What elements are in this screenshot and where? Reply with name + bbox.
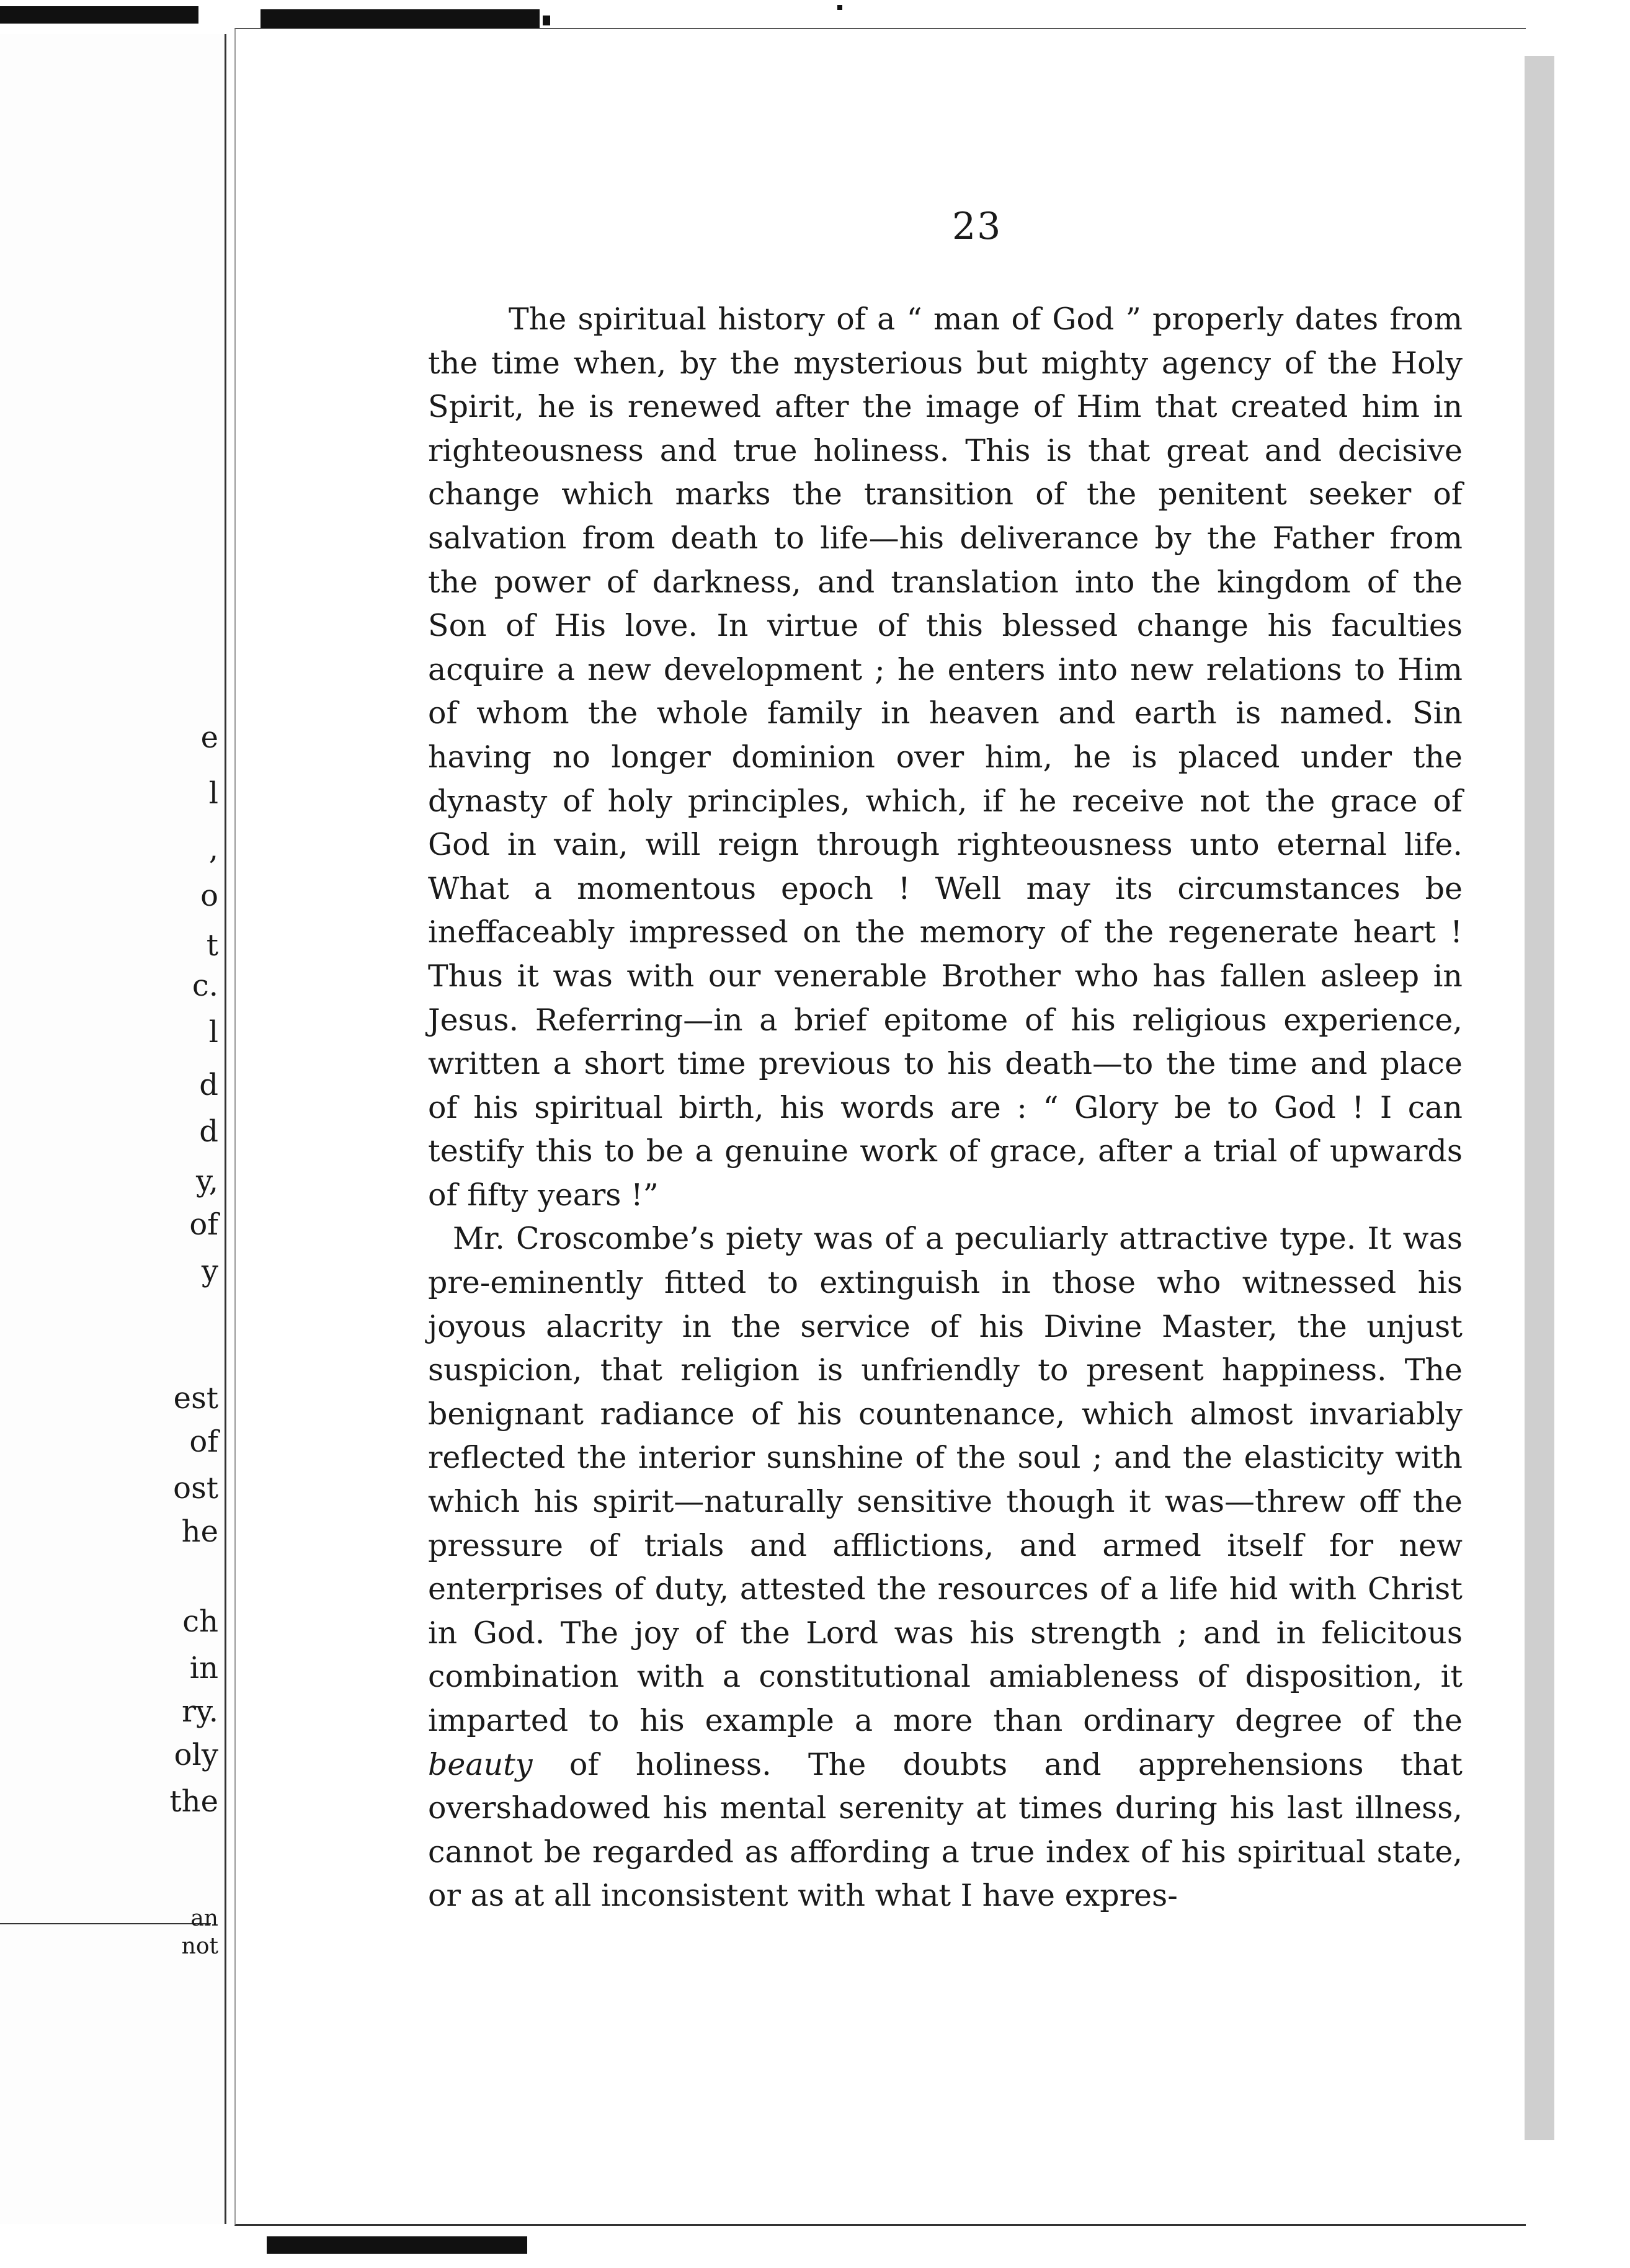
facing-page-text-fragment: oly [174, 1738, 218, 1772]
facing-page-fragment [0, 34, 226, 2224]
facing-page-text-fragment: t [206, 928, 218, 963]
footnote-rule [0, 1923, 211, 1924]
facing-page-text-fragment: l [208, 776, 218, 811]
paragraph-2-text-end: of holiness. The doubts and apprehensions that overshadowed his mental serenity at times during his last illness, cannot be regarded as affording a true index of his spiritual state, or as at all inconsistent with what I have expres- [428, 1746, 1463, 1914]
facing-page-text-fragment: l [208, 1015, 218, 1050]
facing-page-text-fragment: ry. [182, 1694, 218, 1729]
facing-page-text-fragment: d [199, 1068, 218, 1102]
paragraph-1 [428, 298, 1463, 1217]
page-number: 23 [952, 205, 1002, 248]
facing-page-text-fragment: of [189, 1207, 218, 1242]
paragraph-2-text-start: Mr. Croscombe’s piety was of a peculiarly attractive type. It was pre-eminently fitted to extinguish in those who witnessed his joyous alacrity in the service of his Divine Master, the unjust suspicion, that religion is unfriendly to present happiness. The benignant radiance of his countenance, which almost invariably reflected the interior sunshine of the soul ; and the elasticity with which his spirit—naturally sensitive though it was—threw off the pressure of trials and afflictions, and armed itself for new enterprises of duty, attested the resources of a life hid with Christ in God. The joy of the Lord was his strength ; and in felicitous combination with a constitutional amiableness of disposition, it imparted to his example a more than ordinary degree of the [428, 1221, 1463, 1738]
scan-edge-bar-top-dot [837, 5, 842, 10]
page-edge-shadow [1525, 56, 1554, 2140]
facing-page-text-fragment: y, [196, 1164, 218, 1199]
scan-edge-bar-left [0, 6, 198, 24]
facing-page-text-fragment: not [181, 1934, 218, 1959]
paragraph-1-text: The spiritual history of a “ man of God ” properly dates from the time when, by the mysterious but mighty agency of the Holy Spirit, he is renewed after the image of Him that created him in righteousness and true holiness. This is that great and decisive change which marks the transition of the penitent seeker of salvation from death to life—his deliverance by the Father from the power of darkness, and translation into the kingdom of the Son of His love. In virtue of this blessed change his faculties acquire a new development ; he enters into new relations to Him of whom the whole family in heaven and earth is named. Sin having no longer dominion over him, he is placed under the dynasty of holy principles, which, if he receive not the grace of God in vain, will reign through righteousness unto eternal life. What a momentous epoch ! Well may its circumstances be ineffaceably impressed on the memory of the regenerate heart ! Thus it was with our venerable Brother who has fallen asleep in Jesus. Referring—in a brief epitome of his religious experience, written a short time previous to his death—to the time and place of his spiritual birth, his words are : “ Glory be to God ! I can testify this to be a genuine work of grace, after a trial of upwards of fifty years !” [428, 301, 1463, 1213]
scan-edge-bar-top-fragment [543, 16, 550, 25]
facing-page-text-fragment: ch [182, 1604, 218, 1639]
facing-page-text-fragment: of [189, 1424, 218, 1459]
facing-page-text-fragment: est [173, 1381, 218, 1416]
facing-page-text-fragment: c. [192, 968, 218, 1003]
scan-edge-bar-top [261, 9, 540, 29]
scan-edge-bar-bottom [267, 2236, 527, 2254]
facing-page-text-fragment: ost [173, 1471, 218, 1506]
facing-page-text-fragment: , [208, 832, 218, 867]
page-body [428, 298, 1463, 1918]
italic-word: beauty [428, 1746, 533, 1782]
paragraph-2 [428, 1217, 1463, 1918]
facing-page-text-fragment: an [190, 1906, 218, 1931]
facing-page-text-fragment: y [201, 1254, 218, 1288]
facing-page-text-fragment: e [200, 720, 218, 755]
facing-page-text-fragment: d [199, 1114, 218, 1149]
facing-page-text-fragment: the [169, 1784, 218, 1819]
facing-page-text-fragment: he [181, 1514, 218, 1549]
facing-page-text-fragment: o [200, 878, 218, 913]
facing-page-text-fragment: in [189, 1651, 218, 1685]
